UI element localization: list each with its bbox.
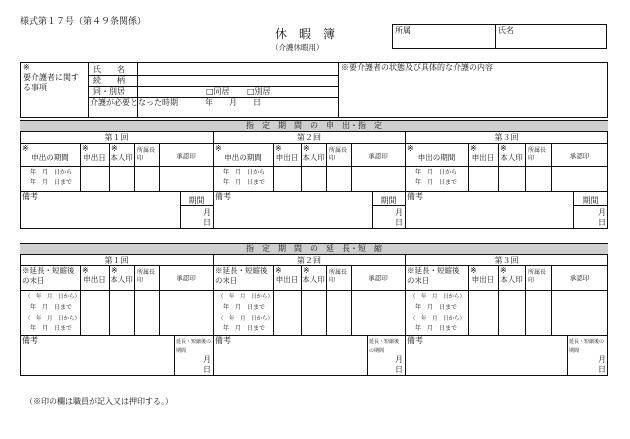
period-to-2: 年 月 日まで <box>415 325 458 332</box>
period-from: 年 月 日から <box>415 169 458 176</box>
asterisk-mark: ※ <box>275 144 282 153</box>
extension-title: 指 定 期 間 の 延 長・短 縮 <box>246 244 382 253</box>
period-from: 年 月 日から <box>30 169 73 176</box>
asterisk-mark: ※ <box>82 144 89 153</box>
extension-col-approve: 承認印 <box>569 274 590 282</box>
day-label: 日 <box>395 365 403 374</box>
asterisk-mark: ※ <box>500 266 507 275</box>
designation-col-date: 申出日 <box>471 153 495 162</box>
month-label: 月 <box>395 355 403 364</box>
designation-col-period: 申出の期間 <box>417 153 456 162</box>
row-care-start: 介護が必要となった時期 <box>90 98 178 107</box>
extension-col-period: ※延長・短縮後の末日 <box>215 266 268 285</box>
extension-round-1: 第１回 <box>104 256 129 265</box>
period-from: （ 年 月 日から） <box>410 294 466 300</box>
designation-col-self: 本人印 <box>302 153 325 162</box>
asterisk-mark: ※ <box>111 144 118 153</box>
month-label: 月 <box>395 208 403 217</box>
asterisk-mark: ※ <box>470 144 477 153</box>
asterisk-mark: ※ <box>470 266 477 275</box>
dept-label: 所属 <box>395 26 411 35</box>
designation-col-period: 申出の期間 <box>224 153 262 162</box>
extension-col-self: 本人印 <box>302 275 325 284</box>
month-label: 月 <box>598 208 606 217</box>
extension-col-self: 本人印 <box>500 275 523 284</box>
extension-col-period: ※延長・短縮後の末日 <box>22 266 75 285</box>
period-from-2: （ 年 月 日から） <box>218 316 274 322</box>
care-detail-label: ※要介護者の状態及び具体的な介護の内容 <box>341 63 493 72</box>
period-to: 年 月 日まで <box>30 179 73 186</box>
row-name: 氏 名 <box>93 65 125 74</box>
remarks-label: 備考 <box>22 336 38 345</box>
extension-col-self: 本人印 <box>110 275 133 284</box>
footer-note: （※印の欄は職員が記入又は押印する。） <box>25 397 173 406</box>
designation-title: 指 定 期 間 の 申 出・指 定 <box>246 121 382 130</box>
designation-col-approve: 承認印 <box>368 152 388 160</box>
extension-col-approve: 承認印 <box>368 274 388 282</box>
period-from-2: （ 年 月 日から） <box>410 316 466 322</box>
period-from: 年 月 日から <box>223 169 266 176</box>
period-label: 期間 <box>582 196 599 205</box>
asterisk-mark: ※ <box>303 144 310 153</box>
designation-col-self: 本人印 <box>500 153 523 162</box>
caregiving-mark: ※ <box>23 63 30 72</box>
extension-col-date: 申出日 <box>471 275 495 284</box>
extension-col-head: 所属長印 <box>528 269 547 284</box>
separate-checkbox[interactable]: □別居 <box>247 87 271 96</box>
extension-col-head: 所属長印 <box>137 269 156 284</box>
day-label: 日 <box>203 365 211 374</box>
caregiving-label: 要介護者に関する事項 <box>23 73 79 92</box>
designation-col-date: 申出日 <box>275 153 299 162</box>
period-from-2: （ 年 月 日から） <box>25 316 81 322</box>
day-label: 日 <box>395 218 403 227</box>
month-label: 月 <box>203 208 211 217</box>
extension-col-approve: 承認印 <box>176 274 196 282</box>
extension-col-date: 申出日 <box>83 275 106 284</box>
day-label: 日 <box>598 218 606 227</box>
asterisk-mark: ※ <box>275 266 282 275</box>
designation-round-2: 第２回 <box>297 133 321 142</box>
period-label: 期間 <box>188 196 205 205</box>
remarks-label: 備考 <box>407 336 423 345</box>
page-title: 休 暇 簿 <box>275 27 336 41</box>
remarks-label: 備考 <box>22 192 38 201</box>
month-label: 月 <box>598 355 606 364</box>
page-subtitle: （介護休暇用） <box>271 43 324 52</box>
form-number: 様式第１７号（第４９条関係） <box>20 17 147 27</box>
remarks-label: 備考 <box>407 192 423 201</box>
extension-round-3: 第３回 <box>494 256 519 265</box>
asterisk-mark: ※ <box>22 144 29 153</box>
extension-col-head: 所属長印 <box>329 269 348 284</box>
designation-col-approve: 承認印 <box>176 152 196 160</box>
period-to: 年 月 日まで <box>415 304 458 311</box>
period-to-2: 年 月 日まで <box>30 325 73 332</box>
day-label: 日 <box>203 218 211 227</box>
period-from: （ 年 月 日から） <box>218 294 274 300</box>
period-to-2: 年 月 日まで <box>223 325 266 332</box>
designation-col-period: 申出の期間 <box>31 153 69 162</box>
period-label: 延長・短縮後の期間 <box>176 339 212 354</box>
designation-col-head: 所属長印 <box>329 147 348 162</box>
extension-col-date: 申出日 <box>275 275 299 284</box>
day-label: 日 <box>598 365 606 374</box>
period-to: 年 月 日まで <box>415 179 458 186</box>
designation-col-approve: 承認印 <box>569 152 590 160</box>
row-cohab: 同・別居 <box>93 87 125 96</box>
care-start-date: 年 月 日 <box>205 98 261 107</box>
remarks-label: 備考 <box>215 192 231 201</box>
remarks-label: 備考 <box>215 336 231 345</box>
month-label: 月 <box>203 355 211 364</box>
designation-round-3: 第３回 <box>494 133 519 142</box>
extension-col-period: ※延長・短縮後の末日 <box>407 266 460 285</box>
asterisk-mark: ※ <box>500 144 507 153</box>
asterisk-mark: ※ <box>407 144 414 153</box>
period-label: 期間 <box>380 196 397 205</box>
designation-col-head: 所属長印 <box>528 147 547 162</box>
asterisk-mark: ※ <box>215 144 222 153</box>
period-label: 延長・短縮後の期間 <box>369 339 400 354</box>
designation-round-1: 第１回 <box>104 133 129 142</box>
period-to: 年 月 日まで <box>223 304 266 311</box>
cohab-checkbox[interactable]: □同居 <box>206 87 230 96</box>
period-to: 年 月 日まで <box>223 179 266 186</box>
designation-col-date: 申出日 <box>83 153 106 162</box>
asterisk-mark: ※ <box>111 266 118 275</box>
period-from: （ 年 月 日から） <box>25 294 81 300</box>
period-to: 年 月 日まで <box>30 304 73 311</box>
asterisk-mark: ※ <box>303 266 310 275</box>
extension-round-2: 第２回 <box>297 256 321 265</box>
designation-col-head: 所属長印 <box>137 147 156 162</box>
name-label: 氏名 <box>498 26 514 35</box>
period-label: 延長・短縮後の期間 <box>569 339 605 354</box>
designation-col-self: 本人印 <box>110 153 133 162</box>
row-relation: 続 柄 <box>93 76 125 85</box>
asterisk-mark: ※ <box>82 266 89 275</box>
